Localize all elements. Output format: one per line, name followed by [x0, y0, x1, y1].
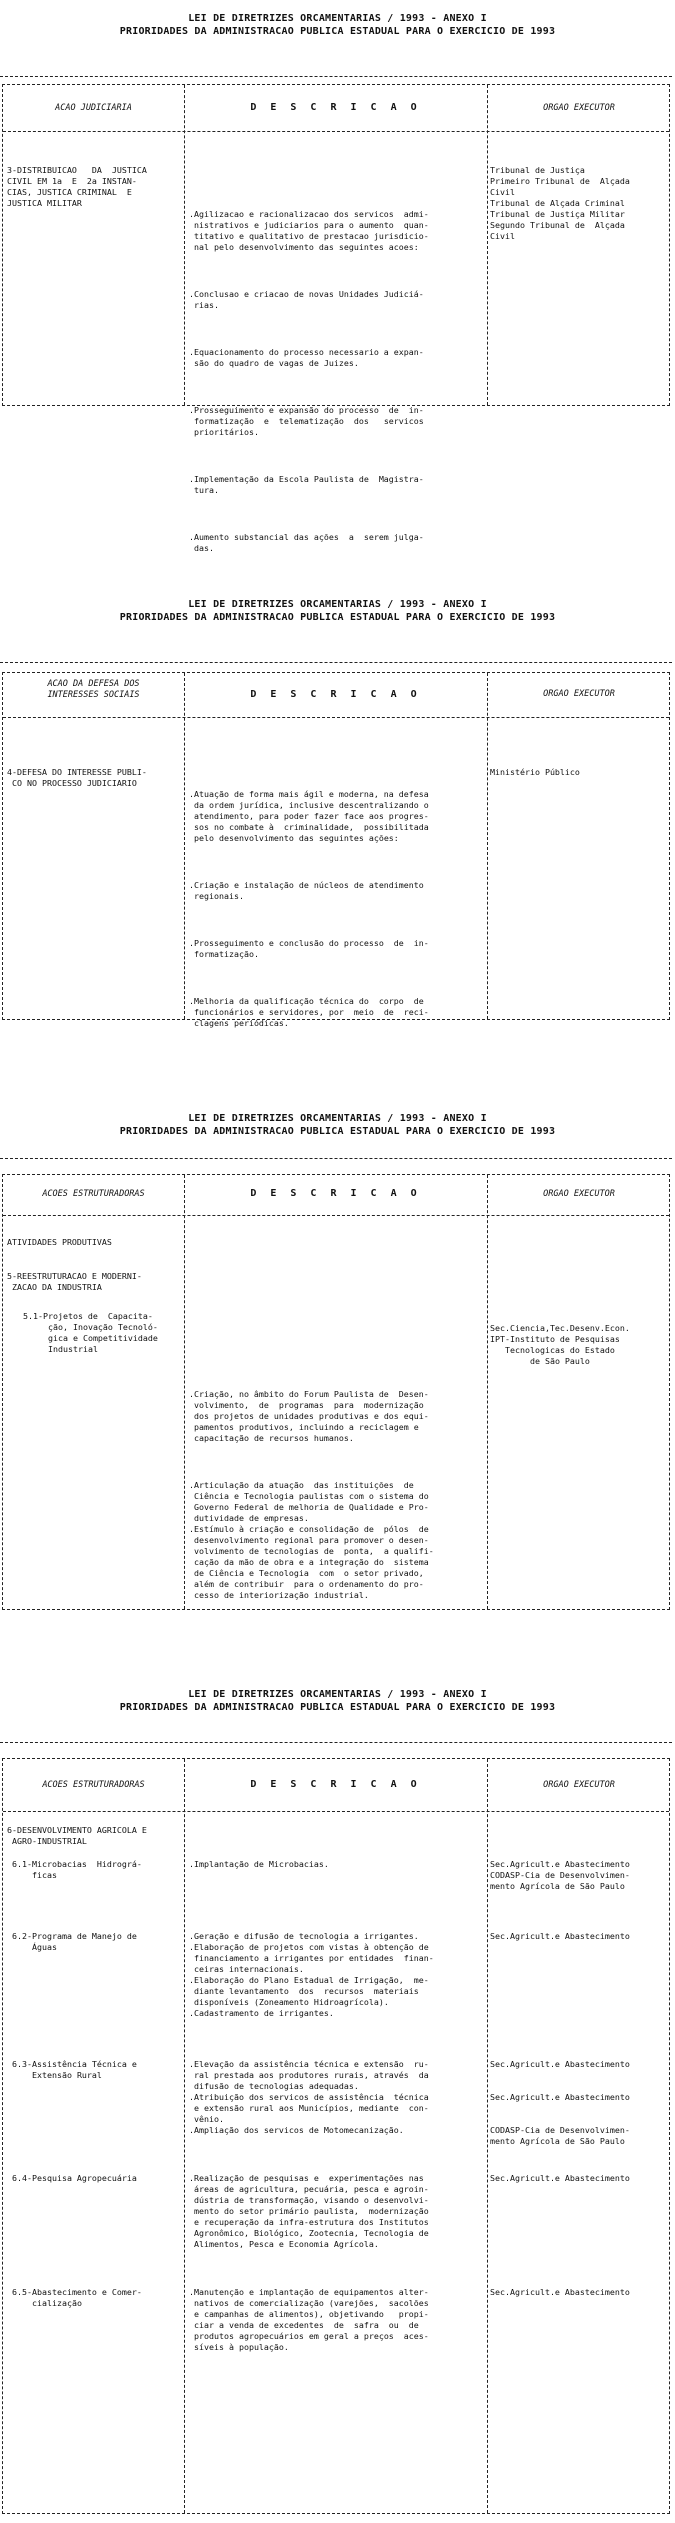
list-item: .Conclusao e criacao de novas Unidades Judiciá- rias.	[189, 289, 424, 310]
top-rule	[0, 662, 672, 663]
section-label: ATIVIDADES PRODUTIVAS	[7, 1237, 112, 1247]
table-row-executor: Sec.Agricult.e Abastecimento	[490, 2173, 630, 2183]
column-header-action: ACAO JUDICIARIA	[55, 103, 132, 113]
executor-cell: Tribunal de Justiça Primeiro Tribunal de Alçada Civil Tribunal de Alçada Criminal Tribunal de Justiça Militar Segundo Tribunal de Alçada Civil	[490, 165, 630, 241]
document-page-2	[0, 570, 675, 1028]
column-header-description: D E S C R I C A O	[250, 689, 421, 700]
title-line-2: PRIORIDADES DA ADMINISTRACAO PUBLICA ESTADUAL PARA O EXERCICIO DE 1993	[119, 26, 556, 37]
table-row-subaction: 6.3-Assistência Técnica e Extensão Rural	[12, 2059, 137, 2080]
subaction-cell: 5.1-Projetos de Capacita- ção, Inovação Tecnoló- gica e Competitividade Industrial	[23, 1311, 158, 1354]
list-item: .Implementação da Escola Paulista de Magistra- tura.	[189, 474, 424, 495]
action-cell: 3-DISTRIBUICAO DA JUSTICA CIVIL EM 1a E 2a INSTAN- CIAS, JUSTICA CRIMINAL E JUSTICA MILITAR	[7, 165, 147, 208]
top-rule	[0, 1742, 672, 1743]
table-row-description: .Elevação da assistência técnica e extensão ru- ral prestada aos produtores rurais, através da difusão de tecnologias adequadas. .Atribuição dos servicos de assistência técnica e extensão rural aos Municípios, mediante con- vênio. .Ampliação dos servicos de Motomecanização.	[189, 2059, 429, 2135]
title-line-2: PRIORIDADES DA ADMINISTRACAO PUBLICA ESTADUAL PARA O EXERCICIO DE 1993	[119, 1126, 556, 1137]
table-row-description: .Geração e difusão de tecnologia a irrigantes. .Elaboração de projetos com vistas à obtenção de financiamento a irrigantes por entidades finan- ceiras internacionais. .Elaboração do Plano Estadual de Irrigação, me- diante levantamento dos recursos materiais disponíveis (Zoneamento Hidroagrícola). .Cadastramento de irrigantes.	[189, 1931, 434, 2018]
table-row-subaction: 6.2-Programa de Manejo de Águas	[12, 1931, 137, 1952]
column-header-executor: ORGAO EXECUTOR	[543, 103, 615, 113]
document-page-1	[0, 0, 675, 553]
column-header-action: ACOES ESTRUTURADORAS	[42, 1189, 145, 1199]
list-item: .Aumento substancial das ações a serem julga- das.	[189, 532, 424, 553]
priority-table	[2, 1174, 670, 1610]
description-intro: .Atuação de forma mais ágil e moderna, na defesa da ordem jurídica, inclusive descentralizando o atendimento, para poder fazer face aos progres- sos no combate à criminalidade, possibilitada pelo desenvolvimento das seguintes ações:	[189, 789, 429, 843]
action-cell: 5-REESTRUTURACAO E MODERNI- ZACAO DA INDUSTRIA	[7, 1271, 142, 1292]
top-rule	[0, 1158, 672, 1159]
table-row-description: .Implantação de Microbacias.	[189, 1859, 329, 1869]
column-divider	[487, 1175, 488, 1609]
priority-table	[2, 84, 670, 553]
title-line-2: PRIORIDADES DA ADMINISTRACAO PUBLICA ESTADUAL PARA O EXERCICIO DE 1993	[119, 612, 556, 623]
column-divider	[487, 1759, 488, 2513]
list-item: .Articulação da atuação das instituições de Ciência e Tecnologia paulistas com o sistema do Governo Federal de melhoria de Qualidade e Pro- dutividade de empresas. .Estímulo à criação e consolidação de pólos de desenvolvimento regional para promover o desen- volvimento de tecnologias de ponta, a qualifi- cação da mão de obra e a integração do sistema de Ciência e Tecnologia com o setor privado, além de contribuir para o ordenamento do pro- cesso de interiorização industrial.	[189, 1480, 434, 1600]
column-divider	[184, 673, 185, 1019]
column-header-action: ACAO DA DEFESA DOS INTERESSES SOCIAIS	[47, 679, 140, 700]
title-line-1: LEI DE DIRETRIZES ORCAMENTARIAS / 1993 - ANEXO I	[188, 13, 487, 24]
list-item: .Criação, no âmbito do Forum Paulista de Desen- volvimento, de programas para modernização dos projetos de unidades produtivas e dos equi- pamentos produtivos, incluindo a reciclagem e capacitação de recursos humanos.	[189, 1389, 429, 1443]
table-row-description: .Manutenção e implantação de equipamentos alter- nativos de comercialização (varejões, sacolões e campanhas de alimentos), objetivando propi- ciar a venda de excedentes de safra ou de produtos agropecuários em geral a preços aces- síveis à população.	[189, 2287, 429, 2352]
priority-table	[2, 672, 670, 1028]
column-header-executor: ORGAO EXECUTOR	[543, 1189, 615, 1199]
page-title	[0, 1688, 675, 1714]
page-title	[0, 1112, 675, 1138]
page-title	[0, 12, 675, 38]
column-header-description: D E S C R I C A O	[250, 102, 421, 113]
header-divider	[3, 717, 669, 718]
column-header-description: D E S C R I C A O	[250, 1779, 421, 1790]
column-header-description: D E S C R I C A O	[250, 1188, 421, 1199]
list-item: .Criação e instalação de núcleos de atendimento regionais.	[189, 880, 424, 901]
column-divider	[184, 1759, 185, 2513]
title-line-1: LEI DE DIRETRIZES ORCAMENTARIAS / 1993 - ANEXO I	[188, 599, 487, 610]
action-cell: 6-DESENVOLVIMENTO AGRICOLA E AGRO-INDUSTRIAL	[7, 1825, 147, 1846]
list-item: .Melhoria da qualificação técnica do corpo de funcionários e servidores, por meio de reci- clagens periódicas.	[189, 996, 429, 1028]
table-row-executor: Sec.Agricult.e Abastecimento Sec.Agricult.e Abastecimento CODASP-Cia de Desenvolvimen- mento Agrícola de São Paulo	[490, 2059, 630, 2146]
document-page-3	[0, 1110, 675, 1610]
list-item: .Equacionamento do processo necessario a expan- são do quadro de vagas de Juizes.	[189, 347, 424, 368]
table-row-subaction: 6.5-Abastecimento e Comer- cialização	[12, 2287, 142, 2308]
column-header-executor: ORGAO EXECUTOR	[543, 1780, 615, 1790]
title-line-1: LEI DE DIRETRIZES ORCAMENTARIAS / 1993 - ANEXO I	[188, 1113, 487, 1124]
list-item: .Prosseguimento e expansão do processo de in- formatização e telematização dos servicos prioritários.	[189, 405, 424, 437]
column-divider	[487, 85, 488, 405]
priority-table	[2, 1758, 670, 2514]
header-divider	[3, 1215, 669, 1216]
header-divider	[3, 131, 669, 132]
title-line-1: LEI DE DIRETRIZES ORCAMENTARIAS / 1993 - ANEXO I	[188, 1689, 487, 1700]
table-row-description: .Realização de pesquisas e experimentações nas áreas de agricultura, pecuária, pesca e agroin- dústria de transformação, visando o desenvolvi- mento do setor primário paulista, modernização e recuperação da infra-estrutura dos Institutos Agronômico, Biológico, Zootecnia, Tecnologia de Alimentos, Pesca e Economia Agrícola.	[189, 2173, 429, 2249]
document-page-4	[0, 1660, 675, 2523]
column-divider	[184, 85, 185, 405]
column-divider	[487, 673, 488, 1019]
table-row-executor: Sec.Agricult.e Abastecimento CODASP-Cia de Desenvolvimen- mento Agrícola de São Paulo	[490, 1859, 630, 1891]
description-cell	[189, 1367, 485, 1637]
header-divider	[3, 1811, 669, 1812]
title-line-2: PRIORIDADES DA ADMINISTRACAO PUBLICA ESTADUAL PARA O EXERCICIO DE 1993	[119, 1702, 556, 1713]
description-intro: .Agilizacao e racionalizacao dos servicos admi- nistrativos e judiciarios para o aumento quan- titativo e qualitativo de prestacao jurisdicio- nal pelo desenvolvimento das seguintes acoes:	[189, 209, 429, 252]
list-item: .Prosseguimento e conclusão do processo de in- formatização.	[189, 938, 429, 959]
executor-cell: Ministério Público	[490, 767, 580, 777]
table-row-executor: Sec.Agricult.e Abastecimento	[490, 1931, 630, 1941]
table-row-subaction: 6.4-Pesquisa Agropecuária	[7, 2173, 137, 2183]
action-cell: 4-DEFESA DO INTERESSE PUBLI- CO NO PROCESSO JUDICIARIO	[7, 767, 147, 788]
column-divider	[184, 1175, 185, 1609]
description-cell	[189, 767, 485, 1065]
description-cell	[189, 187, 485, 590]
executor-cell: Sec.Ciencia,Tec.Desenv.Econ. IPT-Instituto de Pesquisas Tecnologicas do Estado de São Paulo	[490, 1323, 630, 1366]
table-row-subaction: 6.1-Microbacias Hidrográ- ficas	[12, 1859, 142, 1880]
column-header-action: ACOES ESTRUTURADORAS	[42, 1780, 145, 1790]
column-header-executor: ORGAO EXECUTOR	[543, 689, 615, 699]
table-row-executor: Sec.Agricult.e Abastecimento	[490, 2287, 630, 2297]
top-rule	[0, 76, 672, 77]
page-title	[0, 598, 675, 624]
